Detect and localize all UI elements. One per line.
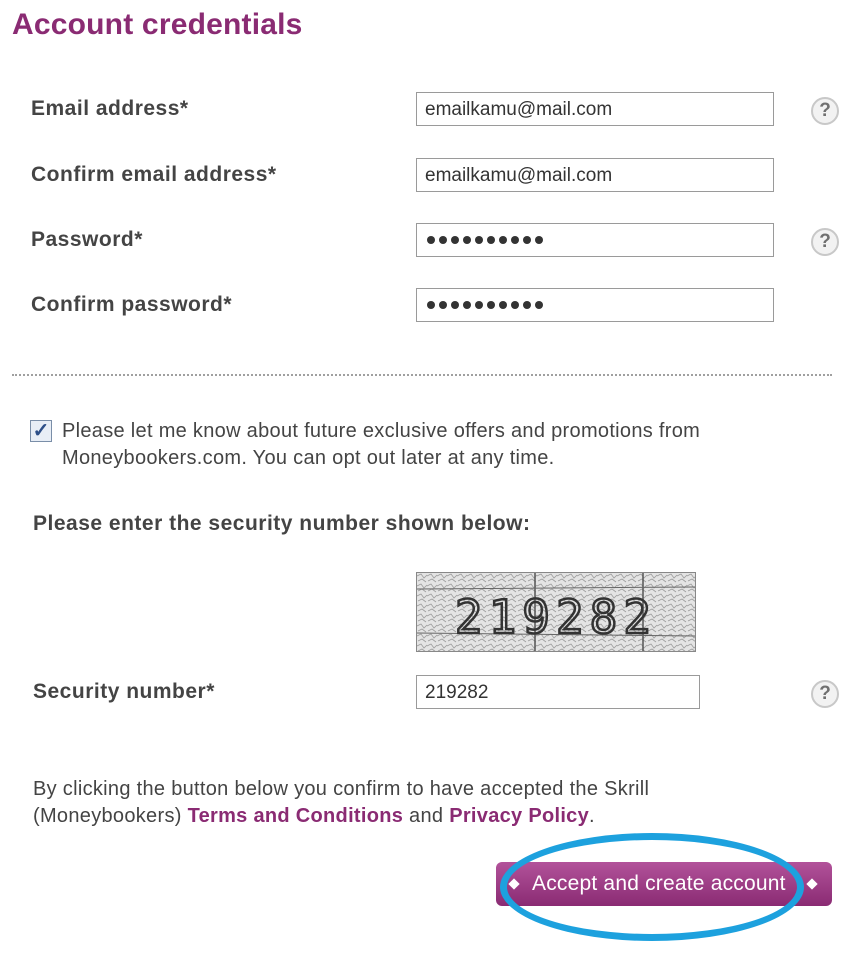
consent-text-middle: and [403,805,450,827]
confirm-password-field[interactable] [416,288,774,322]
submit-button-label: Accept and create account [532,872,786,895]
password-help-icon[interactable]: ? [811,228,839,256]
password-mask-dot [463,301,471,309]
password-mask-dot [439,301,447,309]
security-heading: Please enter the security number shown below: [33,512,531,535]
password-label: Password* [31,228,143,251]
consent-text-before: By clicking the button below you confirm to have accepted the Skrill (Moneybookers) [33,778,650,827]
captcha-text: 219282 [454,590,658,644]
captcha-graphic [417,573,695,651]
password-mask-dot [535,301,543,309]
captcha-image [416,572,696,652]
password-mask-dot [523,301,531,309]
confirm-email-label: Confirm email address* [31,163,277,186]
password-mask-dot [475,236,483,244]
confirm-password-label: Confirm password* [31,293,233,316]
password-mask-dot [511,236,519,244]
password-mask [425,230,765,250]
password-mask-dot [523,236,531,244]
password-mask-dot [499,236,507,244]
email-help-icon[interactable]: ? [811,97,839,125]
confirm-password-mask [425,295,765,315]
password-mask-dot [475,301,483,309]
accept-create-account-button[interactable] [496,862,832,906]
privacy-policy-link[interactable]: Privacy Policy [449,805,590,827]
email-field[interactable]: emailkamu@mail.com [416,92,774,126]
password-mask-dot [487,301,495,309]
security-number-label: Security number* [33,680,215,703]
password-mask-dot [439,236,447,244]
security-number-field[interactable]: 219282 [416,675,700,709]
newsletter-label: Please let me know about future exclusive offers and promotions from Moneybookers.com. You can opt out later at any time. [62,420,701,469]
password-mask-dot [499,301,507,309]
newsletter-checkbox[interactable] [30,420,52,442]
password-field[interactable] [416,223,774,257]
password-mask-dot [427,236,435,244]
password-mask-dot [535,236,543,244]
password-mask-dot [487,236,495,244]
consent-text-after: . [589,805,595,827]
section-divider [12,374,832,376]
left-diamond-icon [508,878,519,889]
password-mask-dot [463,236,471,244]
terms-consent-text [33,776,733,830]
terms-link[interactable]: Terms and Conditions [187,805,404,827]
confirm-email-field[interactable]: emailkamu@mail.com [416,158,774,192]
email-label: Email address* [31,97,189,120]
password-mask-dot [511,301,519,309]
password-mask-dot [451,301,459,309]
password-mask-dot [451,236,459,244]
security-help-icon[interactable]: ? [811,680,839,708]
checkmark-icon: ✓ [32,420,50,442]
right-diamond-icon [806,878,817,889]
password-mask-dot [427,301,435,309]
page-title: Account credentials [12,8,303,41]
